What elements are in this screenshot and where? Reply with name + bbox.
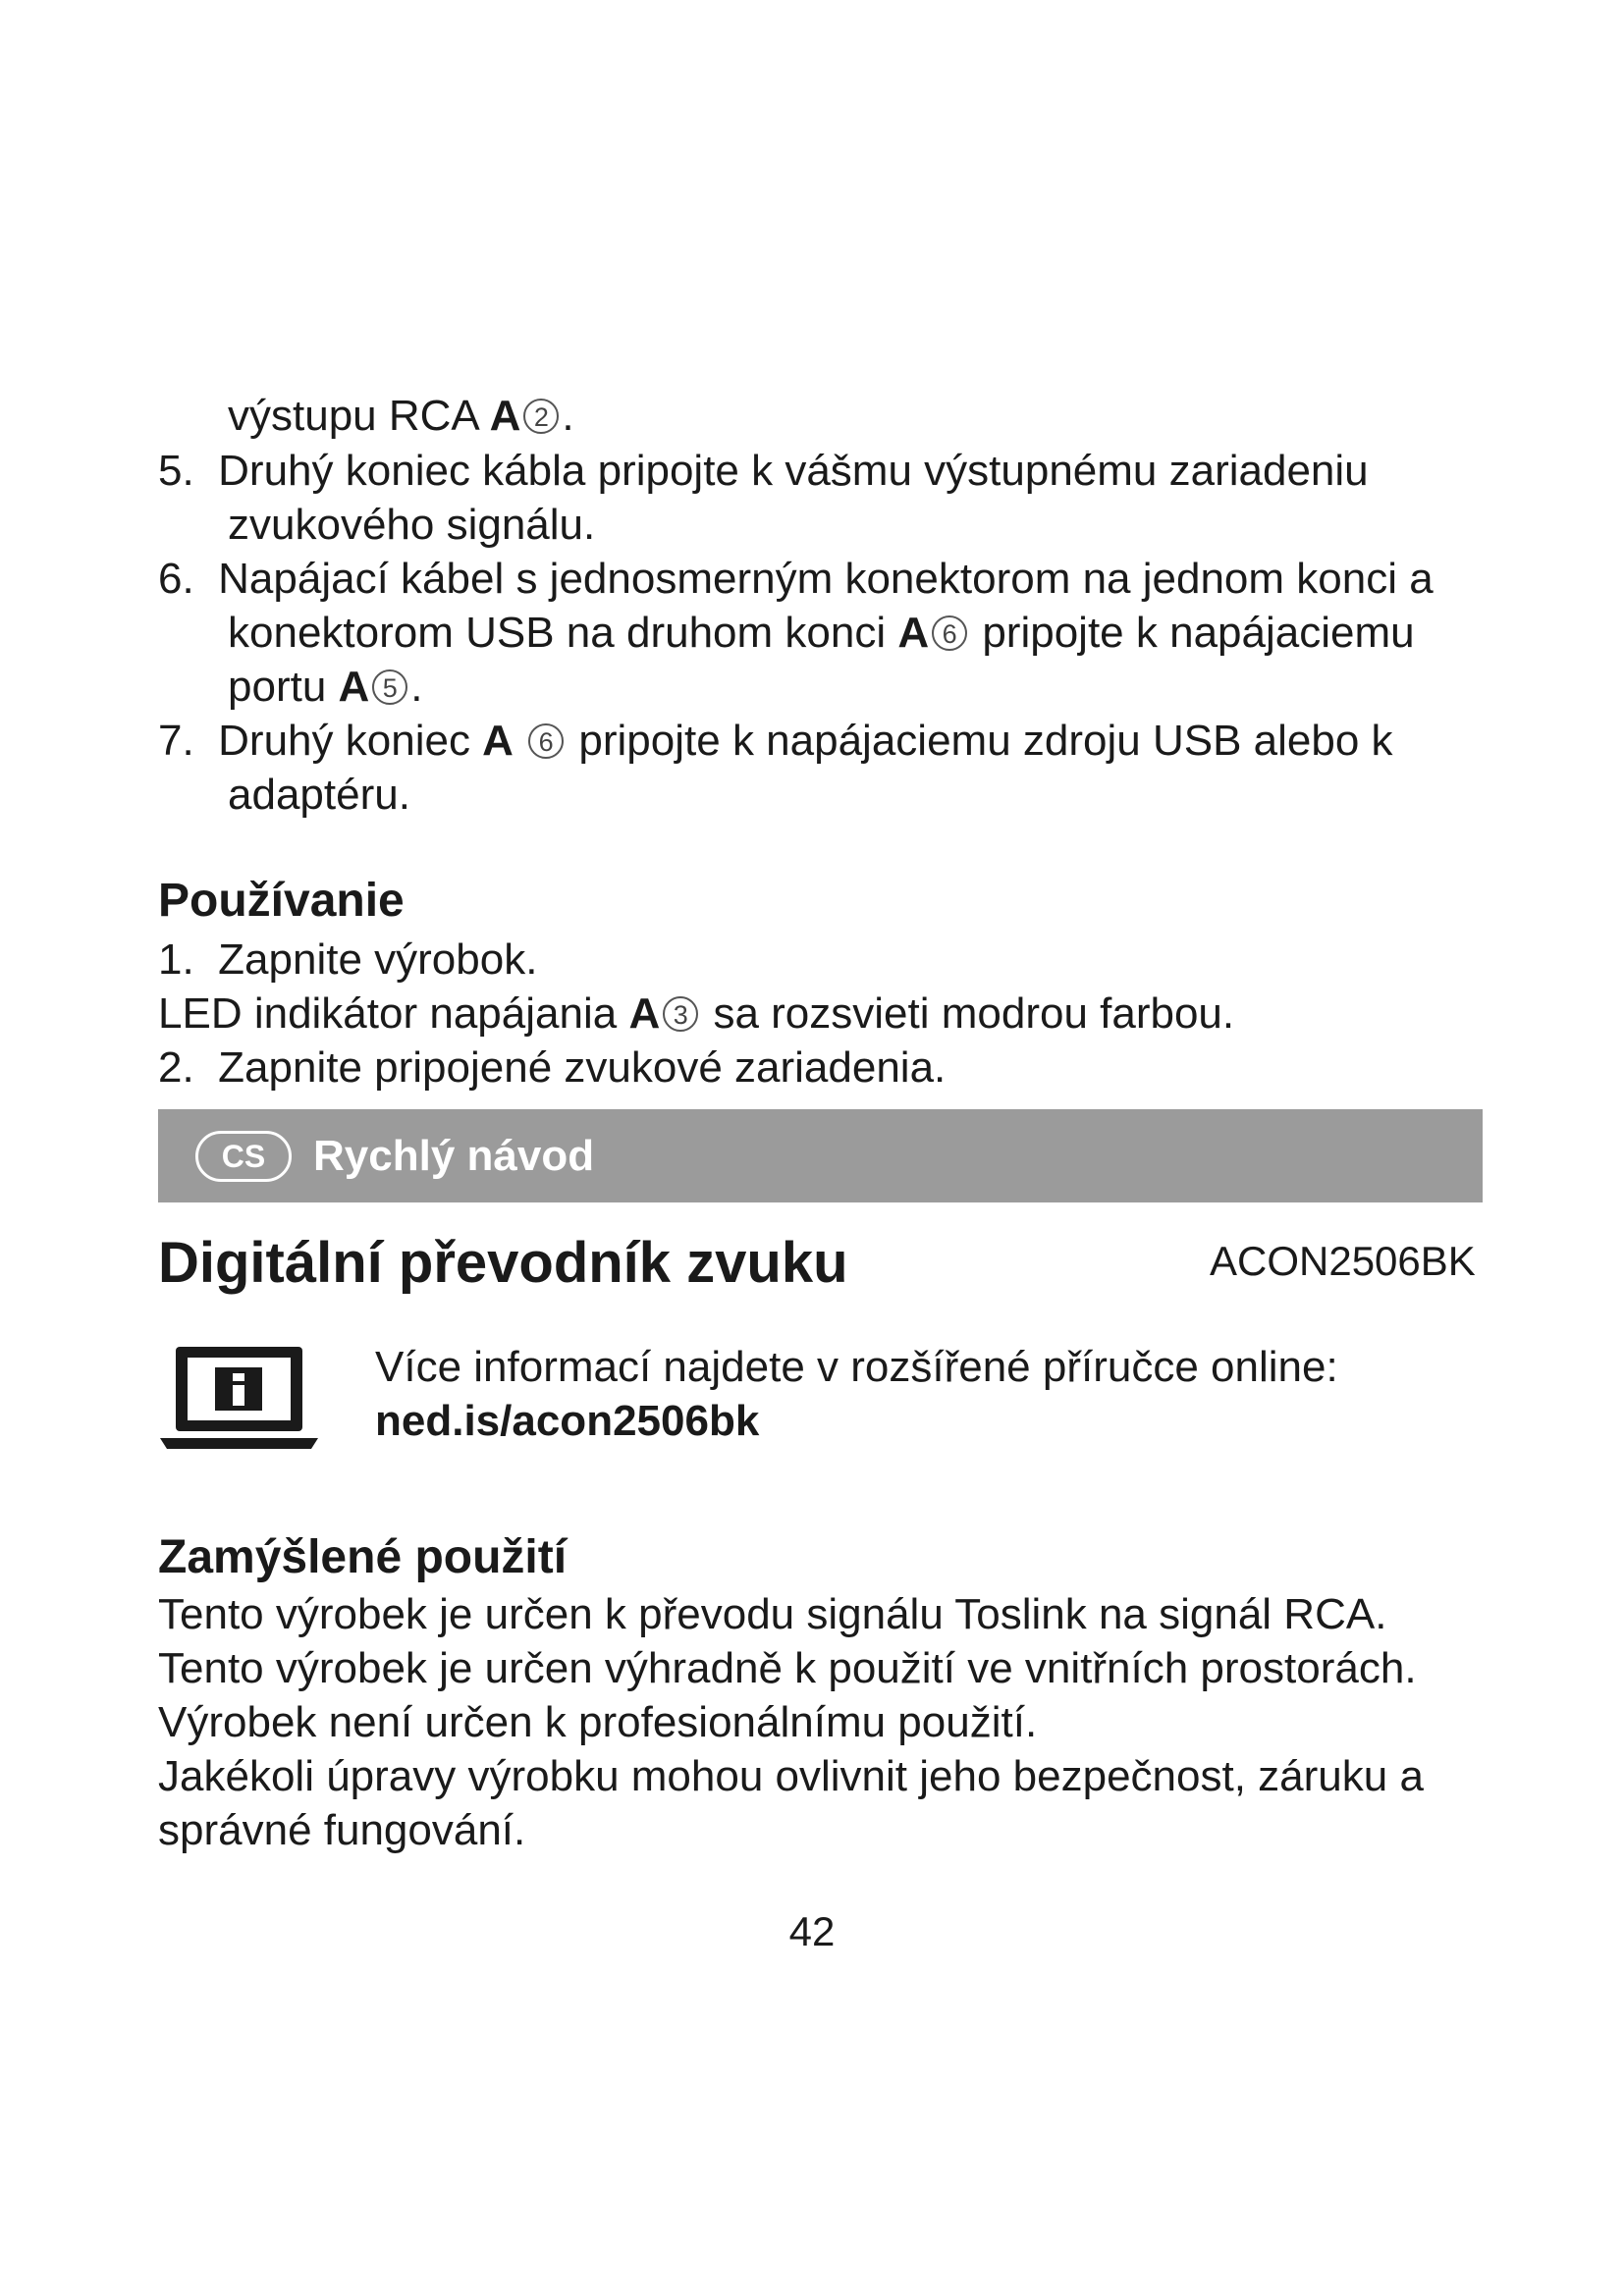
step-5: 5. Druhý koniec kábla pripojte k vášmu výstupnému zariadeniu <box>158 447 1369 495</box>
manual-link[interactable]: ned.is/acon2506bk <box>375 1397 760 1445</box>
intended-use-line: Tento výrobek je určen k převodu signálu Toslink na signál RCA. <box>158 1590 1387 1638</box>
step-7-line2: adaptéru. <box>228 771 410 819</box>
intended-use-heading: Zamýšlené použití <box>158 1531 568 1583</box>
laptop-info-icon <box>158 1343 320 1456</box>
intended-use-line: Výrobek není určen k profesionálnímu použití. <box>158 1698 1038 1746</box>
callout-number: 6 <box>528 723 564 759</box>
usage-item-1: 1. Zapnite výrobok. <box>158 935 538 984</box>
banner-title: Rychlý návod <box>313 1132 595 1180</box>
model-number: ACON2506BK <box>1210 1238 1476 1284</box>
step-6: 6. Napájací kábel s jednosmerným konektorom na jednom konci a <box>158 555 1434 603</box>
usage-note: LED indikátor napájania A 3 sa rozsvieti modrou farbou. <box>158 989 1235 1038</box>
quick-guide-banner <box>158 1109 1483 1202</box>
usage-item-2: 2. Zapnite pripojené zvukové zariadenia. <box>158 1043 947 1092</box>
callout-number: 5 <box>372 669 407 705</box>
intended-use-line: správné fungování. <box>158 1806 526 1854</box>
step4-continuation: výstupu RCA A 2 . <box>228 392 574 440</box>
usage-heading: Používanie <box>158 875 405 927</box>
callout-number: 6 <box>932 615 967 651</box>
callout-number: 3 <box>663 996 698 1032</box>
intended-use-line: Jakékoli úpravy výrobku mohou ovlivnit jeho bezpečnost, záruku a <box>158 1752 1424 1800</box>
page-number: 42 <box>788 1908 836 1954</box>
step-6-line3: portu A 5 . <box>228 663 423 711</box>
step-6-line2: konektorom USB na druhom konci A 6 pripojte k napájaciemu <box>228 609 1415 657</box>
step-7: 7. Druhý koniec A 6 pripojte k napájaciemu zdroju USB alebo k <box>158 717 1393 765</box>
more-info-text: Více informací najdete v rozšířené příručce online: <box>375 1343 1338 1391</box>
intended-use-line: Tento výrobek je určen výhradně k použití ve vnitřních prostorách. <box>158 1644 1417 1692</box>
document-title: Digitální převodník zvuku <box>158 1231 848 1295</box>
language-badge: CS <box>195 1131 292 1182</box>
callout-number: 2 <box>523 399 559 434</box>
step-5-line2: zvukového signálu. <box>228 501 596 549</box>
